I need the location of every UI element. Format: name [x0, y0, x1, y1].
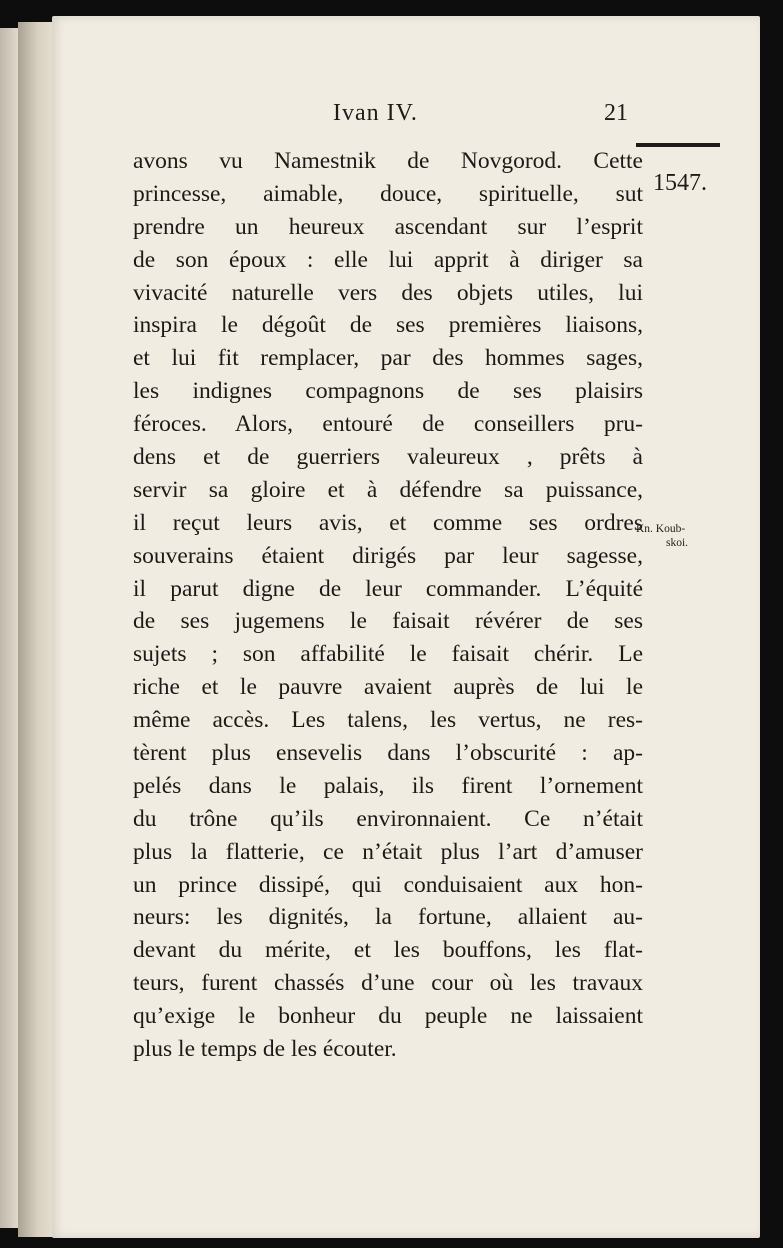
text-line: et lui fit remplacer, par des hommes sages, — [133, 345, 643, 372]
body-text — [133, 145, 643, 1066]
margin-note — [636, 522, 726, 550]
text-line: teurs, furent chassés d’une cour où les travaux — [133, 970, 643, 997]
text-line: il reçut leurs avis, et comme ses ordres — [133, 509, 643, 536]
facing-page-edge — [0, 28, 20, 1228]
text-line: du trône qu’ils environnaient. Ce n’était — [133, 805, 643, 832]
text-line: devant du mérite, et les bouffons, les flat- — [133, 937, 643, 964]
margin-rule — [636, 143, 720, 147]
text-line: les indignes compagnons de ses plaisirs — [133, 378, 643, 405]
text-line: de son époux : elle lui apprit à diriger sa — [133, 246, 643, 273]
text-line: tèrent plus ensevelis dans l’obscurité : ap- — [133, 740, 643, 767]
text-line: souverains étaient dirigés par leur sagesse, — [133, 542, 643, 569]
text-line: neurs: les dignités, la fortune, allaient au- — [133, 904, 643, 931]
text-line: qu’exige le bonheur du peuple ne laissaient — [133, 1003, 643, 1030]
text-line: féroces. Alors, entouré de conseillers pru- — [133, 411, 643, 438]
text-line: avons vu Namestnik de Novgorod. Cette — [133, 148, 643, 174]
running-head-title: Ivan IV. — [333, 100, 418, 126]
text-line: inspira le dégoût de ses premières liaisons, — [133, 312, 643, 339]
text-line: il parut digne de leur commander. L’équité — [133, 575, 643, 602]
text-line: pelés dans le palais, ils firent l’ornement — [133, 772, 643, 799]
margin-year: 1547. — [653, 170, 707, 196]
text-line: servir sa gloire et à défendre sa puissance, — [133, 476, 643, 503]
text-line: riche et le pauvre avaient auprès de lui le — [133, 674, 643, 701]
text-line: dens et de guerriers valeureux , prêts à — [133, 444, 643, 471]
text-line: de ses jugemens le faisait révérer de ses — [133, 608, 643, 635]
margin-note-line: Kn. Koub- — [636, 523, 686, 535]
text-line: princesse, aimable, douce, spirituelle, sut — [133, 180, 643, 207]
text-line: prendre un heureux ascendant sur l’esprit — [133, 213, 643, 240]
text-line: même accès. Les talens, les vertus, ne res- — [133, 707, 643, 734]
text-line: plus la flatterie, ce n’était plus l’art d’amuser — [133, 838, 643, 865]
text-line-last: plus le temps de les écouter. — [133, 1036, 397, 1063]
page-number: 21 — [604, 100, 628, 126]
text-line: vivacité naturelle vers des objets utiles, lui — [133, 279, 643, 306]
text-line: sujets ; son affabilité le faisait chérir. Le — [133, 641, 643, 668]
text-line: un prince dissipé, qui conduisaient aux hon- — [133, 871, 643, 898]
margin-note-line: skoi. — [666, 537, 689, 549]
running-head — [0, 100, 783, 130]
